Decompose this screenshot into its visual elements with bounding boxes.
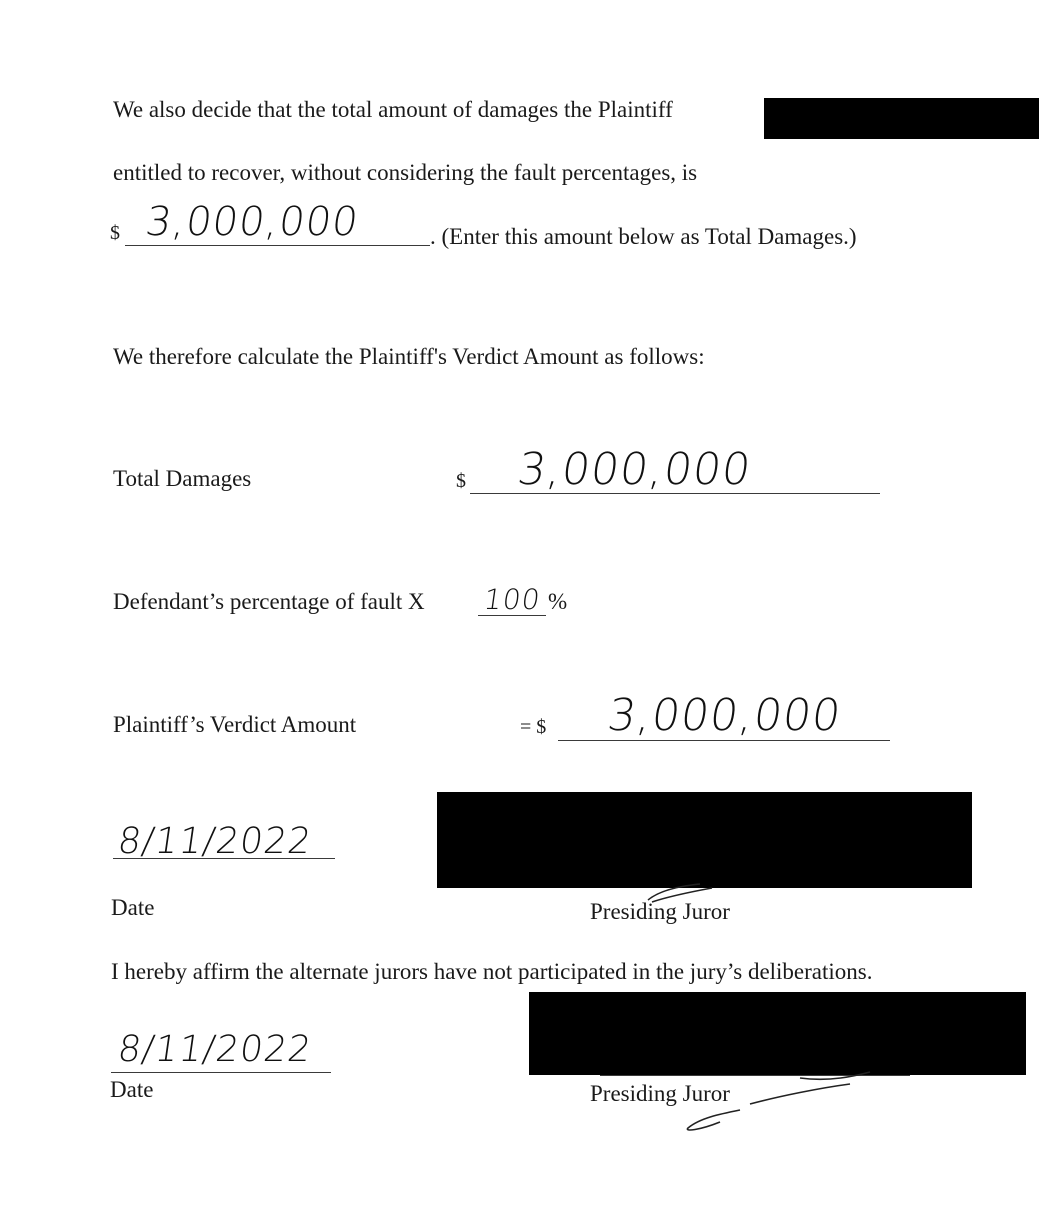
defendant-fault-label: Defendant’s percentage of fault X <box>113 589 425 614</box>
affirmation-statement: I hereby affirm the alternate jurors have not participated in the jury’s deliberations. <box>111 959 873 984</box>
handwritten-total-damages: 3,000,000 <box>514 444 755 495</box>
total-damages-label: Total Damages <box>113 466 252 491</box>
calculation-intro: We therefore calculate the Plaintiff's Verdict Amount as follows: <box>113 344 705 369</box>
redaction-box-juror-signature-2 <box>529 992 1026 1075</box>
currency-symbol: $ <box>110 222 120 244</box>
verdict-amount-label: Plaintiff’s Verdict Amount <box>113 712 357 737</box>
presiding-juror-label-2: Presiding Juror <box>590 1081 730 1106</box>
handwritten-date-2: 8/11/2022 <box>115 1029 315 1070</box>
date-underline-2 <box>111 1072 331 1073</box>
handwritten-fault-percentage: 100 <box>481 583 543 616</box>
date-label-1: Date <box>111 895 155 920</box>
date-underline-1 <box>113 858 335 859</box>
percent-sign: % <box>548 589 568 614</box>
handwritten-verdict-amount: 3,000,000 <box>604 690 845 741</box>
damages-statement-line-1: We also decide that the total amount of damages the Plaintiff <box>113 97 673 122</box>
redaction-box-juror-signature-1 <box>437 792 972 888</box>
handwritten-date-1: 8/11/2022 <box>115 821 315 862</box>
handwritten-damages-amount: 3,000,000 <box>142 199 362 245</box>
presiding-juror-label-1: Presiding Juror <box>590 899 730 924</box>
enter-amount-instruction: . (Enter this amount below as Total Damages.) <box>430 224 857 249</box>
total-damages-currency: $ <box>456 470 466 492</box>
redaction-box-plaintiff-name <box>764 98 1039 139</box>
verdict-equals-currency: = $ <box>520 716 547 738</box>
damages-statement-line-2: entitled to recover, without considering the fault percentages, is <box>113 160 698 185</box>
date-label-2: Date <box>110 1077 154 1102</box>
